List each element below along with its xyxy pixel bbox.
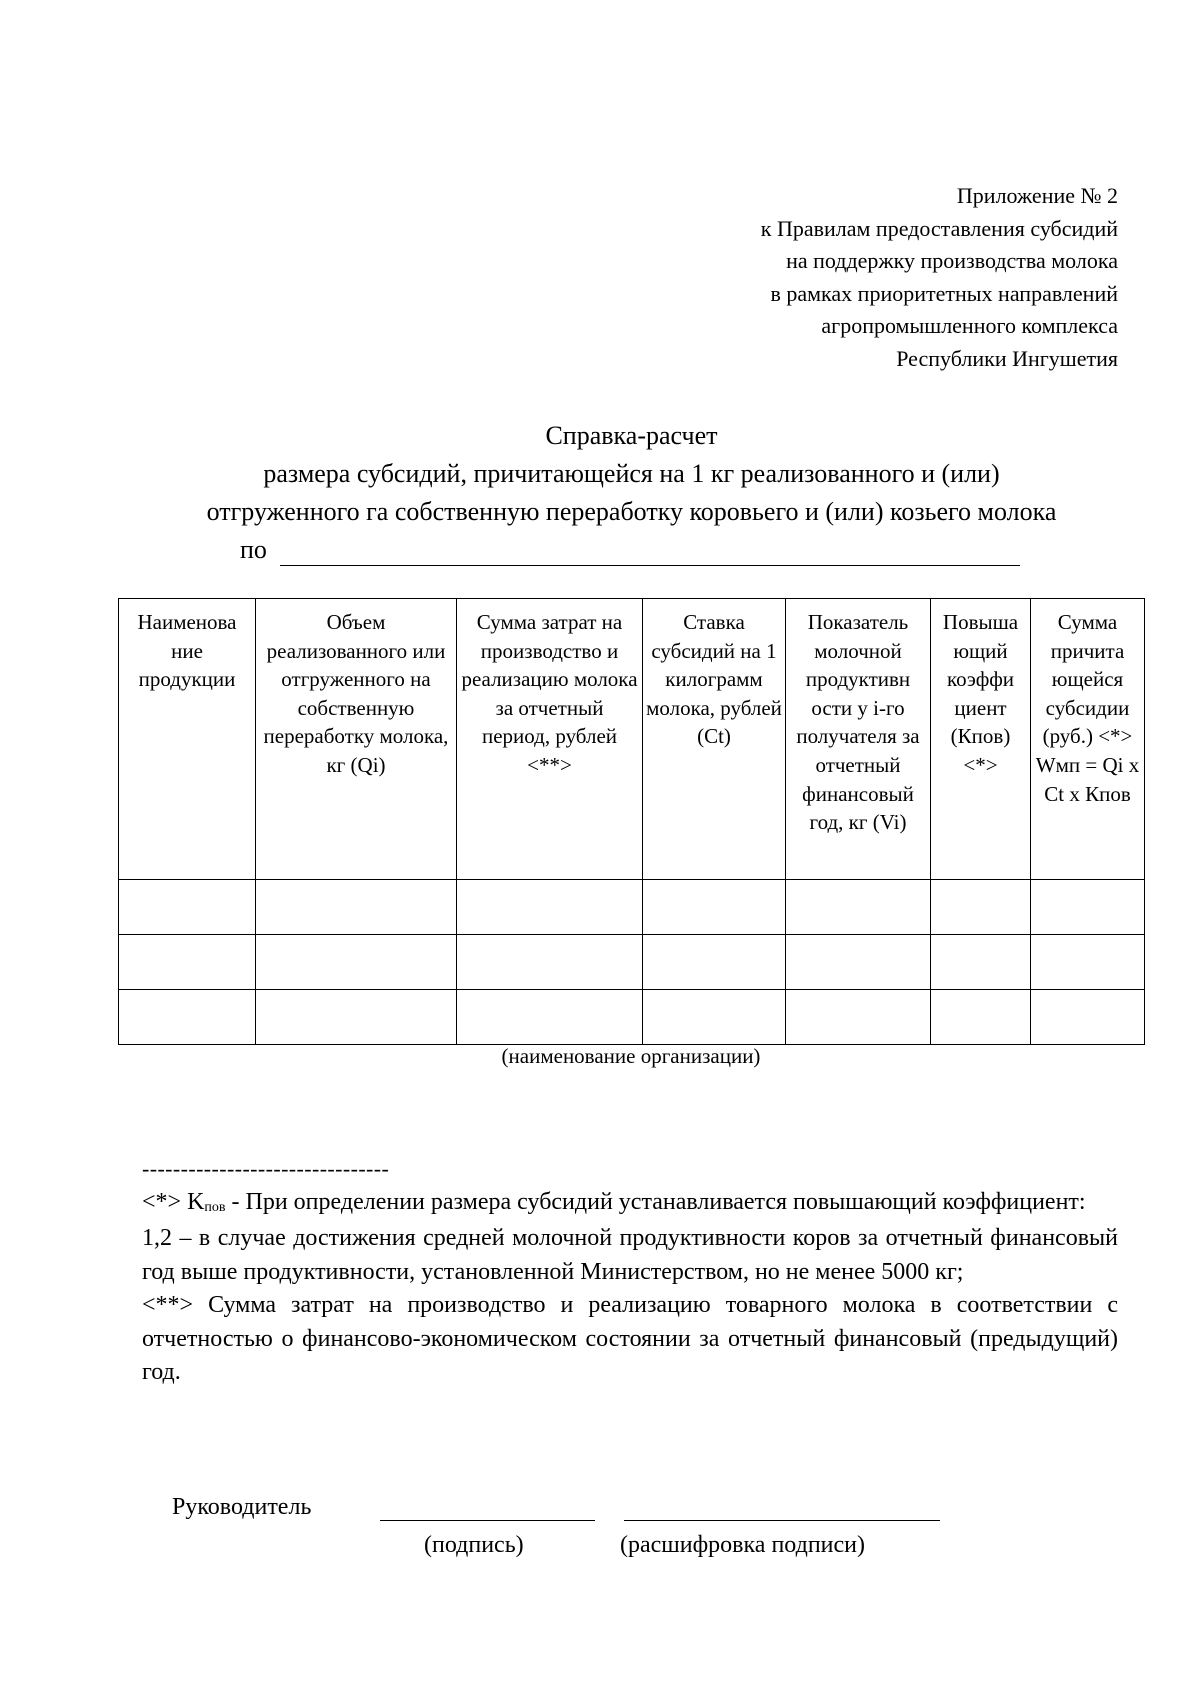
table-cell — [119, 990, 256, 1045]
table-cell — [457, 880, 643, 935]
head-label: Руководитель — [172, 1494, 312, 1520]
table-header-row — [119, 599, 1145, 880]
organization-caption: (наименование организации) — [501, 1044, 761, 1068]
footnote-productivity: 1,2 – в случае достижения средней молочной продуктивности коров за отчетный финансовый год выше продуктивности, установленной Министерством, но не менее 5000 кг; — [142, 1225, 1118, 1285]
table-cell — [457, 935, 643, 990]
table-cell — [643, 935, 786, 990]
table-cell — [256, 990, 457, 1045]
table-row — [119, 880, 1145, 935]
table-cell — [256, 935, 457, 990]
table-cell — [119, 935, 256, 990]
table-row — [119, 990, 1145, 1045]
appendix-line: Республики Ингушетия — [896, 345, 1118, 371]
column-header-subsidy-sum: Сумма причита ющейся субсидии (руб.) <*> Wмп = Qi x Ct x Кпов — [1031, 599, 1145, 880]
appendix-line: в рамках приоритетных направлений — [770, 280, 1118, 306]
column-header-rate: Ставка субсидий на 1 килограмм молока, рублей (Ct) — [643, 599, 786, 880]
table-cell — [119, 880, 256, 935]
footnote-subscript: пов — [204, 1200, 226, 1215]
table-cell — [1031, 935, 1145, 990]
footnote-marker: <*> K — [142, 1189, 205, 1215]
appendix-line: Приложение № 2 — [956, 183, 1118, 208]
appendix-header — [600, 180, 1118, 376]
footnote-separator: -------------------------------- — [142, 1156, 390, 1181]
appendix-line: к Правилам предоставления субсидий — [760, 215, 1118, 241]
footnotes — [142, 1186, 1118, 1389]
organization-blank-line — [280, 565, 1020, 566]
table-cell — [457, 990, 643, 1045]
table-cell — [931, 880, 1031, 935]
signature-caption: (подпись) — [424, 1532, 524, 1558]
table-cell — [786, 880, 931, 935]
column-header-productivity: Показатель молочной продуктивн ости у i-го получателя за отчетный финансовый год, кг (Vi) — [786, 599, 931, 880]
table-cell — [643, 880, 786, 935]
column-header-product: Наименова ние продукции — [119, 599, 256, 880]
signature-line — [380, 1520, 595, 1521]
column-header-costs: Сумма затрат на производство и реализацию молока за отчетный период, рублей <**> — [457, 599, 643, 880]
table-row — [119, 935, 1145, 990]
document-subtitle-line1: размера субсидий, причитающейся на 1 кг реализованного и (или) — [263, 459, 1000, 488]
footnote-coefficient — [142, 1186, 1118, 1222]
column-header-coefficient: Повыша ющий коэффи циент (Кпов) <*> — [931, 599, 1031, 880]
document-title: Справка-расчет — [545, 421, 718, 450]
po-label: по — [240, 535, 267, 564]
table-cell — [1031, 880, 1145, 935]
table-cell — [931, 990, 1031, 1045]
table-cell — [786, 935, 931, 990]
footnote-costs: <**> Сумма затрат на производство и реализацию товарного молока в соответствии с отчетностью о финансово-экономическом состоянии за отчетный финансовый (предыдущий) год. — [142, 1292, 1118, 1386]
signature-decoding-line — [624, 1520, 940, 1521]
document-subtitle-line2: отгруженного га собственную переработку коровьего и (или) козьего молока — [206, 497, 1057, 526]
appendix-line: агропромышленного комплекса — [821, 313, 1118, 339]
column-header-volume: Объем реализованного или отгруженного на собственную переработку молока, кг (Qi) — [256, 599, 457, 880]
table-cell — [256, 880, 457, 935]
signature-decoding-caption: (расшифровка подписи) — [620, 1532, 865, 1558]
appendix-line: на поддержку производства молока — [786, 248, 1118, 274]
table-cell — [786, 990, 931, 1045]
table-cell — [643, 990, 786, 1045]
table-cell — [1031, 990, 1145, 1045]
calculation-table — [118, 598, 1145, 1045]
footnote-text: - При определении размера субсидий устанавливается повышающий коэффициент: — [225, 1189, 1086, 1215]
table-cell — [931, 935, 1031, 990]
